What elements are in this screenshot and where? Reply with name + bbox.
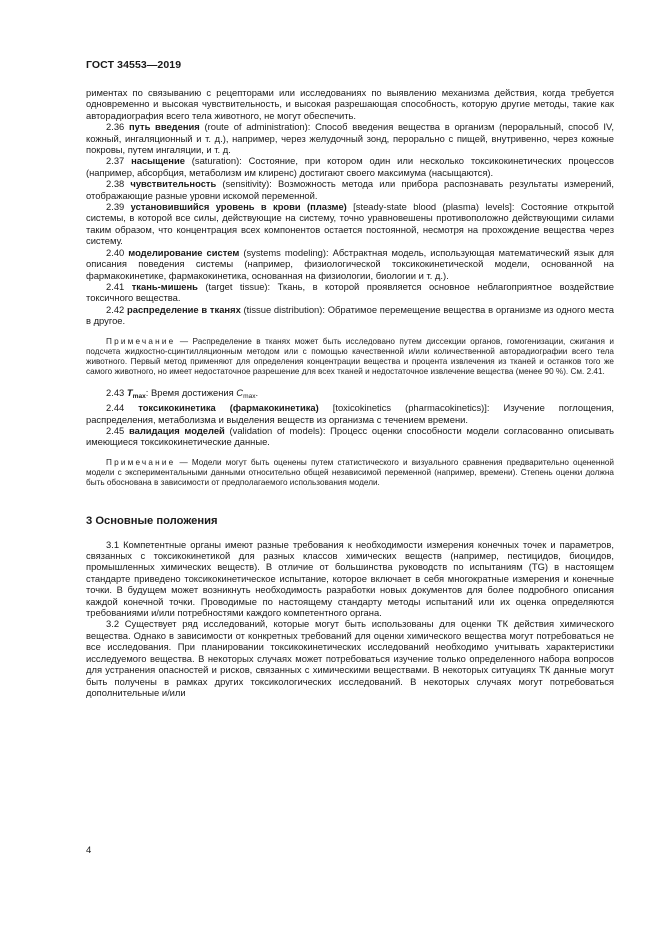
term: моделирование систем [128, 246, 240, 258]
definition-2-37: 2.37 насыщение (saturation): Состояние, при котором один или несколько токсикокинетических процессов (например, абсорбция, метаболизм им клиренс) достигают своего максимума (насыщаются). [86, 155, 615, 178]
continuation-paragraph: риментах по связыванию с рецепторами или исследованиях по выявлению механизма действия, когда требуется одновременно и высокая чувствительность, и высокая разрешающая способность, которую другие методы, такие как авторадиография всего тела животного, не могут обеспечить. [86, 87, 614, 121]
term: насыщение [131, 155, 185, 167]
note-1: Примечание — Распределение в тканях может быть исследовано путем диссекции органов, гомогенизации, сжигания и подсчета жидкостно-сцинтилляционным методом или с помощью качественной и/или количественной авторадиографии всего тела животного. Первый метод применяют для определения концентрации вещества и процента извлечения из тканей и останков того же самого животного, но имеет недостаточное разрешение для всех тканей и недостаточное извлечение вещества (менее 90 %). См. 2.41. [86, 336, 614, 377]
note-2: Примечание — Модели могут быть оценены путем статистического и визуального сравнения предварительно оцененной модели с экспериментальными данными относительно общей независимой переменной (например, времени). Степень оценки должна быть обоснована в зависимости от предполагаемого использования модели. [86, 457, 614, 488]
paragraph-3-1: 3.1 Компетентные органы имеют разные требования к необходимости измерения конечных точек и параметров, связанных с токсикокинетикой для разных классов химических веществ (например, пестицидов, биоцидов, промышленных химических веществ). В отличие от большинства руководств по испытаниям (TG) в настоящем стандарте приведено токсикокинетическое испытание, которое включает в себя многократные измерения и конечные точки. В будущем может возникнуть необходимость разработки новых документов для более подробного описания каждой конечной точки. Проводимые по настоящему стандарту методы испытаний или их оценка определяются требованиями и/или потребностями каждого компетентного органа. [86, 538, 614, 619]
document-body [86, 87, 614, 698]
definition-2-36: 2.36 путь введения (route of administration): Способ введения вещества в организм (пероральный, способ IV, кожный, ингаляционный и т. д.), например, через желудочный зонд, перорально с пищей, внутривенно, через кожные покровы, путем ингаляции, и т. д. [86, 121, 614, 156]
term: установившийся уровень в крови (плазме) [130, 201, 347, 213]
note-label: Примечание [106, 457, 176, 467]
term: токсикокинетика (фармакокинетика) [138, 402, 319, 414]
definition-2-45: 2.45 валидация моделей (validation of models): Процесс оценки способности модели согласованно описывать имеющиеся токсикокинетические данные. [86, 424, 615, 448]
term: распределение в тканях [127, 303, 241, 315]
definition-2-44: 2.44 токсикокинетика (фармакокинетика) [toxicokinetics (pharmacokinetics)]: Изучение поглощения, распределения, метаболизма и выделения веществ из организма с течением времени. [86, 402, 615, 425]
term: валидация моделей [128, 424, 225, 436]
section-heading: 3 Основные положения [86, 514, 218, 527]
note-label: Примечание [106, 336, 176, 346]
definition-2-41: 2.41 ткань-мишень (target tissue): Ткань, в которой проявляется основное неблагоприятное воздействие токсичного вещества. [86, 280, 615, 304]
term: путь введения [128, 121, 200, 133]
definition-2-40: 2.40 моделирование систем (systems modeling): Абстрактная модель, использующая математический язык для описания поведения системы (например, физиологической токсикокинетической модели, основанной на фармакокинетике, фармакокинетика, основанная на физиологии, биологии и т. д.). [86, 246, 615, 281]
definition-2-43: 2.43 $T_{max}$: Время достижения $C_{max}$. [106, 386, 259, 400]
definition-2-42: 2.42 распределение в тканях (tissue distribution): Обратимое перемещение вещества в организме из одного места в другое. [86, 303, 614, 327]
definition-2-38: 2.38 чувствительность (sensitivity): Возможность метода или прибора распознавать результаты измерений, отображающие разные уровни искомой переменной. [86, 178, 614, 201]
term: ткань-мишень [131, 280, 198, 292]
document-header: ГОСТ 34553—2019 [86, 59, 182, 71]
page-number: 4 [86, 845, 92, 856]
definition-2-39: 2.39 установившийся уровень в крови (плазме) [steady-state blood (plasma) levels]: Состояние открытой системы, в которой все силы, действующие на систему, точно уравновешены противоположно действующими силами таким образом, что концентрация всех компонентов остается постоянной, несмотря на прохождение вещества через систему. [86, 201, 615, 247]
paragraph-3-2: 3.2 Существует ряд исследований, которые могут быть использованы для оценки ТК действия химического вещества. Однако в зависимости от конкретных требований для оценки химического вещества могут потребоваться не все исследования. При планировании токсикокинетических исследований необходимо учитывать характеристики исследуемого вещества. В некоторых случаях может потребоваться изучение только определенного набора вопросов для устранения опасностей и рисков, связанных с химическими веществами. В некоторых ситуациях ТК данные могут быть получены в рамках других токсикологических исследований. В некоторых случаях могут потребоваться дополнительные и/или [86, 618, 614, 698]
term: чувствительность [130, 178, 217, 190]
